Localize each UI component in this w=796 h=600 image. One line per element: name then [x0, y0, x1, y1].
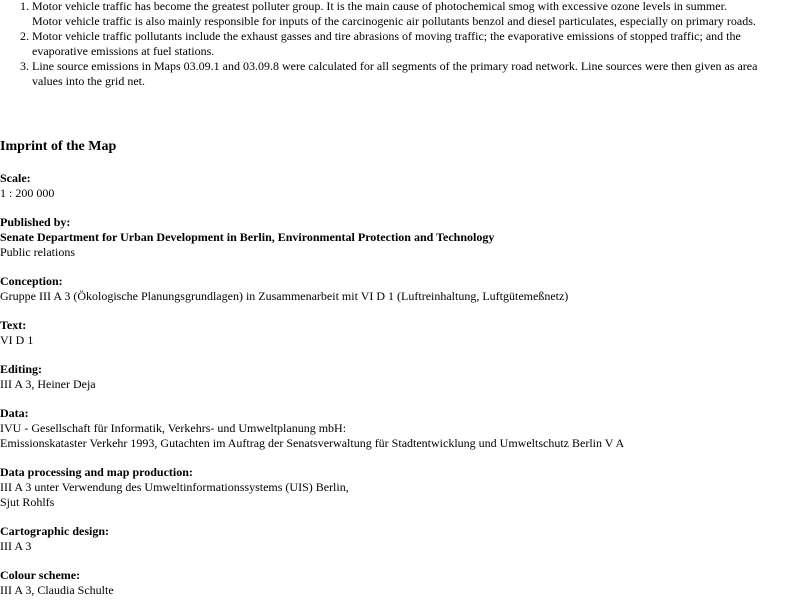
note-line: Motor vehicle traffic has become the greatest polluter group. It is the main cause of photochemical smog with excessive ozone levels in summer.: [32, 0, 727, 13]
cartographic-design-label: Cartographic design:: [0, 524, 109, 538]
data-processing-label: Data processing and map production:: [0, 465, 193, 479]
colour-scheme-label: Colour scheme:: [0, 568, 81, 582]
editing-value: III A 3, Heiner Deja: [0, 377, 96, 391]
note-item: [32, 0, 796, 29]
data-section: [0, 406, 796, 451]
published-by-label: Published by:: [0, 215, 71, 229]
publisher-org: Senate Department for Urban Development in Berlin, Environmental Protection and Technology: [0, 230, 495, 244]
cartographic-design-section: [0, 524, 796, 554]
data-line-1: IVU - Gesellschaft für Informatik, Verkehrs- und Umweltplanung mbH:: [0, 421, 347, 435]
cartographic-design-value: III A 3: [0, 539, 32, 553]
notes-list: [0, 0, 796, 89]
note-item: [32, 59, 796, 89]
conception-value: Gruppe III A 3 (Ökologische Planungsgrundlagen) in Zusammenarbeit mit VI D 1 (Luftreinhaltung, Luftgütemeßnetz): [0, 289, 569, 303]
note-item: [32, 29, 796, 59]
data-processing-section: [0, 465, 796, 510]
conception-label: Conception:: [0, 274, 63, 288]
text-section: [0, 318, 796, 348]
scale-value: 1 : 200 000: [0, 186, 55, 200]
colour-scheme-value: III A 3, Claudia Schulte: [0, 583, 114, 597]
data-processing-line-2: Sjut Rohlfs: [0, 495, 55, 509]
editing-label: Editing:: [0, 362, 43, 376]
publisher-unit: Public relations: [0, 245, 75, 259]
data-processing-line-1: III A 3 unter Verwendung des Umweltinformationssystems (UIS) Berlin,: [0, 480, 349, 494]
note-line: evaporative emissions at fuel stations.: [32, 44, 215, 58]
imprint-title: Imprint of the Map: [0, 139, 117, 154]
note-line: values into the grid net.: [32, 74, 145, 88]
note-line: Motor vehicle traffic pollutants include the exhaust gasses and tire abrasions of moving traffic; the evaporative emissions of stopped traffic; and the: [32, 29, 741, 43]
data-line-2: Emissionskataster Verkehr 1993, Gutachten im Auftrag der Senatsverwaltung für Stadtentwicklung und Umweltschutz Berlin V A: [0, 436, 625, 450]
note-line: Motor vehicle traffic is also mainly responsible for inputs of the carcinogenic air pollutants benzol and diesel particulates, especially on primary roads.: [32, 14, 756, 28]
text-value: VI D 1: [0, 333, 34, 347]
colour-scheme-section: [0, 568, 796, 598]
scale-label: Scale:: [0, 171, 31, 185]
data-label: Data:: [0, 406, 29, 420]
text-label: Text:: [0, 318, 27, 332]
note-line: Line source emissions in Maps 03.09.1 and 03.09.8 were calculated for all segments of the primary road network. Line sources were then given as area: [32, 59, 758, 73]
imprint-section: [0, 171, 796, 600]
published-by-section: [0, 215, 796, 260]
scale-section: [0, 171, 796, 201]
editing-section: [0, 362, 796, 392]
conception-section: [0, 274, 796, 304]
